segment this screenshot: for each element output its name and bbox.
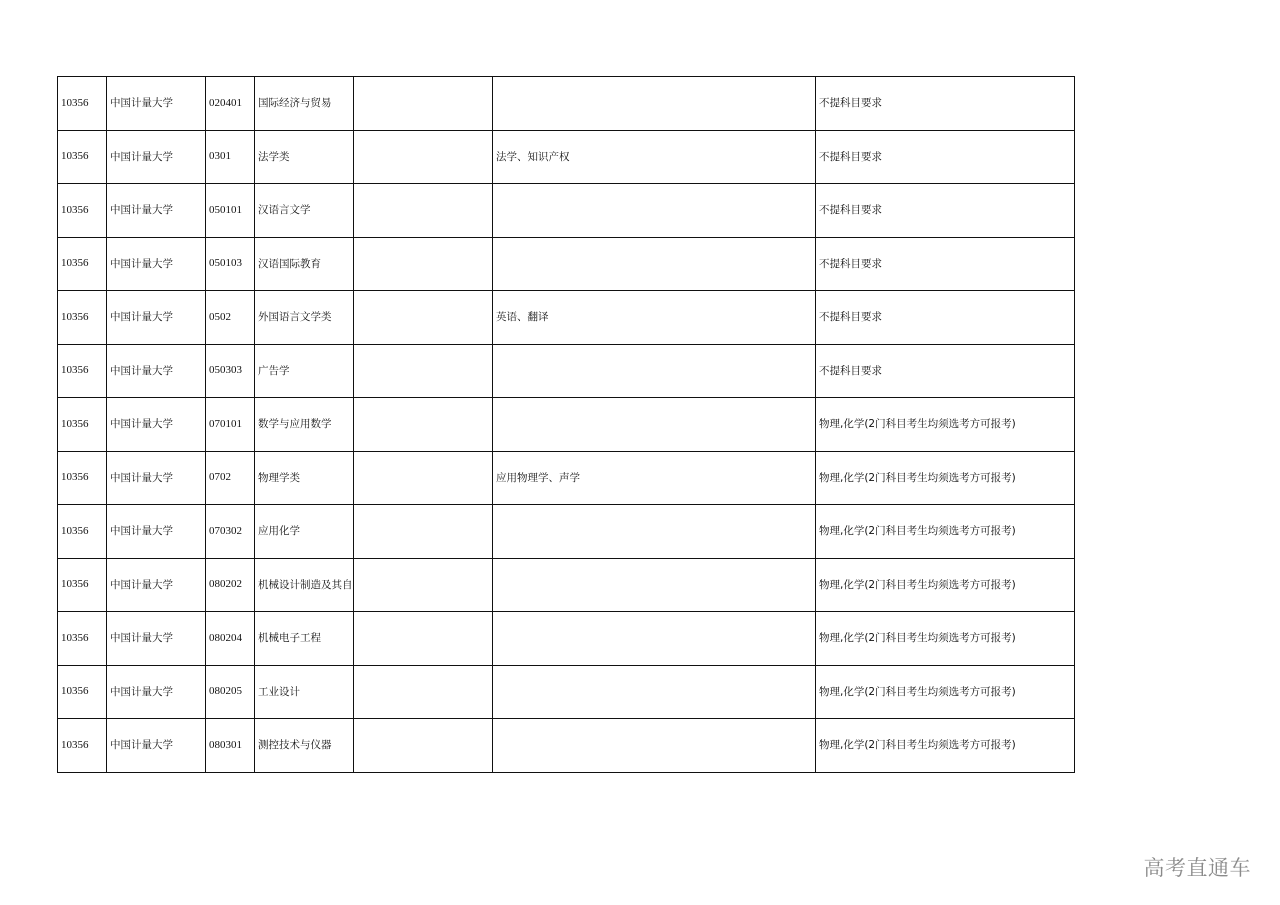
table-row [58, 130, 1075, 184]
requirement-cell: 不提科目要求 [816, 237, 1075, 291]
major-name-cell: 测控技术与仪器 [255, 719, 354, 773]
requirement-cell: 物理,化学(2门科目考生均须选考方可报考) [816, 612, 1075, 666]
note-cell [354, 291, 493, 345]
requirement-cell: 物理,化学(2门科目考生均须选考方可报考) [816, 719, 1075, 773]
school-name-cell: 中国计量大学 [107, 505, 206, 559]
school-name-cell: 中国计量大学 [107, 558, 206, 612]
major-code-cell: 070101 [206, 398, 255, 452]
major-code-cell: 050101 [206, 184, 255, 238]
sub-majors-cell [493, 612, 816, 666]
requirements-table [57, 76, 1075, 773]
school-name-cell: 中国计量大学 [107, 77, 206, 131]
table-row [58, 344, 1075, 398]
note-cell [354, 130, 493, 184]
table-row [58, 77, 1075, 131]
requirement-cell: 不提科目要求 [816, 344, 1075, 398]
major-name-cell: 汉语言文学 [255, 184, 354, 238]
table-row [58, 237, 1075, 291]
school-code-cell: 10356 [58, 237, 107, 291]
school-code-cell: 10356 [58, 398, 107, 452]
table-row [58, 558, 1075, 612]
sub-majors-cell: 应用物理学、声学 [493, 451, 816, 505]
major-code-cell: 0702 [206, 451, 255, 505]
note-cell [354, 398, 493, 452]
school-name-cell: 中国计量大学 [107, 665, 206, 719]
table-row [58, 719, 1075, 773]
sub-majors-cell: 英语、翻译 [493, 291, 816, 345]
school-name-cell: 中国计量大学 [107, 612, 206, 666]
school-name-cell: 中国计量大学 [107, 291, 206, 345]
school-code-cell: 10356 [58, 665, 107, 719]
requirement-cell: 不提科目要求 [816, 291, 1075, 345]
table-row [58, 398, 1075, 452]
note-cell [354, 77, 493, 131]
requirement-cell: 物理,化学(2门科目考生均须选考方可报考) [816, 665, 1075, 719]
table-row [58, 612, 1075, 666]
note-cell [354, 612, 493, 666]
major-code-cell: 080301 [206, 719, 255, 773]
requirement-cell: 物理,化学(2门科目考生均须选考方可报考) [816, 451, 1075, 505]
major-name-cell: 机械电子工程 [255, 612, 354, 666]
note-cell [354, 184, 493, 238]
school-code-cell: 10356 [58, 612, 107, 666]
major-name-cell: 外国语言文学类 [255, 291, 354, 345]
school-name-cell: 中国计量大学 [107, 184, 206, 238]
school-name-cell: 中国计量大学 [107, 237, 206, 291]
major-name-cell: 法学类 [255, 130, 354, 184]
table-row [58, 184, 1075, 238]
requirement-cell: 物理,化学(2门科目考生均须选考方可报考) [816, 505, 1075, 559]
major-name-cell: 国际经济与贸易 [255, 77, 354, 131]
major-code-cell: 050103 [206, 237, 255, 291]
sub-majors-cell [493, 719, 816, 773]
major-code-cell: 0502 [206, 291, 255, 345]
major-code-cell: 070302 [206, 505, 255, 559]
major-name-cell: 广告学 [255, 344, 354, 398]
major-code-cell: 020401 [206, 77, 255, 131]
major-code-cell: 080205 [206, 665, 255, 719]
table-row [58, 505, 1075, 559]
major-name-cell: 汉语国际教育 [255, 237, 354, 291]
sub-majors-cell: 法学、知识产权 [493, 130, 816, 184]
table-row [58, 451, 1075, 505]
major-name-cell: 应用化学 [255, 505, 354, 559]
note-cell [354, 665, 493, 719]
major-name-cell: 物理学类 [255, 451, 354, 505]
school-code-cell: 10356 [58, 451, 107, 505]
requirement-cell: 不提科目要求 [816, 130, 1075, 184]
school-name-cell: 中国计量大学 [107, 451, 206, 505]
school-code-cell: 10356 [58, 184, 107, 238]
requirement-cell: 不提科目要求 [816, 77, 1075, 131]
requirement-cell: 不提科目要求 [816, 184, 1075, 238]
sub-majors-cell [493, 505, 816, 559]
sub-majors-cell [493, 558, 816, 612]
school-name-cell: 中国计量大学 [107, 130, 206, 184]
table-body [58, 77, 1075, 773]
major-name-cell: 机械设计制造及其自 [255, 558, 354, 612]
note-cell [354, 719, 493, 773]
sub-majors-cell [493, 665, 816, 719]
note-cell [354, 344, 493, 398]
sub-majors-cell [493, 237, 816, 291]
school-name-cell: 中国计量大学 [107, 398, 206, 452]
major-code-cell: 080202 [206, 558, 255, 612]
sub-majors-cell [493, 184, 816, 238]
school-name-cell: 中国计量大学 [107, 344, 206, 398]
note-cell [354, 451, 493, 505]
table-row [58, 291, 1075, 345]
school-code-cell: 10356 [58, 505, 107, 559]
sub-majors-cell [493, 77, 816, 131]
requirement-cell: 物理,化学(2门科目考生均须选考方可报考) [816, 398, 1075, 452]
school-code-cell: 10356 [58, 130, 107, 184]
major-name-cell: 工业设计 [255, 665, 354, 719]
table-row [58, 665, 1075, 719]
major-code-cell: 0301 [206, 130, 255, 184]
requirement-cell: 物理,化学(2门科目考生均须选考方可报考) [816, 558, 1075, 612]
school-code-cell: 10356 [58, 291, 107, 345]
school-code-cell: 10356 [58, 558, 107, 612]
note-cell [354, 505, 493, 559]
major-name-cell: 数学与应用数学 [255, 398, 354, 452]
note-cell [354, 558, 493, 612]
school-code-cell: 10356 [58, 77, 107, 131]
note-cell [354, 237, 493, 291]
major-code-cell: 080204 [206, 612, 255, 666]
sub-majors-cell [493, 398, 816, 452]
sub-majors-cell [493, 344, 816, 398]
school-code-cell: 10356 [58, 344, 107, 398]
major-code-cell: 050303 [206, 344, 255, 398]
school-code-cell: 10356 [58, 719, 107, 773]
school-name-cell: 中国计量大学 [107, 719, 206, 773]
watermark-text: 高考直通车 [1143, 856, 1251, 880]
